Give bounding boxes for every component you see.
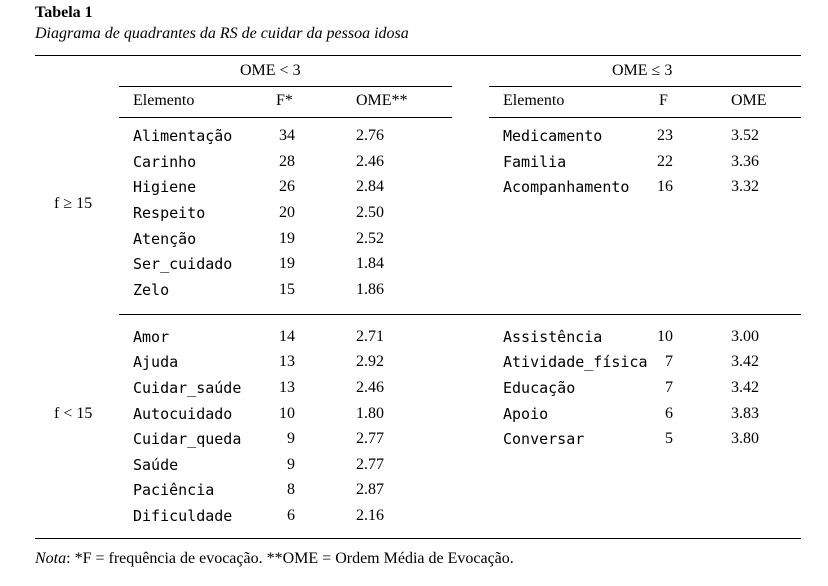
cell-f: 7 (665, 379, 673, 396)
cell-ome: 2.87 (356, 481, 384, 498)
cell-ome: 1.80 (356, 405, 384, 422)
cell-ome: 1.86 (356, 281, 384, 298)
cell-elemento: Cuidar_saúde (133, 379, 242, 397)
table-title: Diagrama de quadrantes da RS de cuidar da pessoa idosa (35, 25, 409, 42)
cell-f: 7 (665, 353, 673, 370)
right-group-rule (489, 86, 801, 87)
cell-f: 9 (287, 456, 295, 473)
cell-f: 9 (287, 430, 295, 447)
cell-f: 6 (287, 507, 295, 524)
cell-ome: 2.46 (356, 379, 384, 396)
cell-elemento: Saúde (133, 456, 179, 474)
cell-ome: 3.80 (731, 430, 759, 447)
cell-f: 16 (657, 178, 673, 195)
cell-ome: 2.77 (356, 430, 384, 447)
cell-ome: 3.32 (731, 178, 759, 195)
group-header-left: OME < 3 (240, 62, 301, 79)
col-header-ome-right: OME (731, 92, 767, 109)
col-header-f-right: F (659, 92, 668, 109)
table-note (35, 550, 514, 568)
cell-elemento: Atividade_física (503, 353, 648, 371)
cell-elemento: Acompanhamento (503, 178, 630, 196)
row-group-label-high: f ≥ 15 (54, 195, 93, 212)
cell-ome: 2.50 (356, 204, 384, 221)
cell-elemento: Medicamento (503, 127, 603, 145)
cell-f: 20 (279, 204, 295, 221)
cell-elemento: Paciência (133, 481, 215, 499)
cell-elemento: Alimentação (133, 127, 233, 145)
cell-ome: 1.84 (356, 255, 384, 272)
cell-ome: 2.52 (356, 230, 384, 247)
cell-f: 19 (279, 230, 295, 247)
cell-elemento: Dificuldade (133, 507, 233, 525)
cell-elemento: Carinho (133, 153, 197, 171)
cell-ome: 3.42 (731, 353, 759, 370)
cell-elemento: Cuidar_queda (133, 430, 242, 448)
cell-ome: 3.00 (731, 328, 759, 345)
cell-ome: 2.16 (356, 507, 384, 524)
col-header-ome-left: OME** (356, 92, 408, 109)
cell-ome: 3.83 (731, 405, 759, 422)
mid-rule (119, 314, 801, 315)
cell-elemento: Autocuidado (133, 405, 233, 423)
cell-elemento: Amor (133, 328, 170, 346)
cell-ome: 2.76 (356, 127, 384, 144)
cell-f: 19 (279, 255, 295, 272)
cell-f: 13 (279, 353, 295, 370)
cell-elemento: Educação (503, 379, 576, 397)
table-label: Tabela 1 (35, 4, 93, 21)
cell-ome: 2.77 (356, 456, 384, 473)
cell-f: 28 (279, 153, 295, 170)
cell-elemento: Respeito (133, 204, 206, 222)
cell-ome: 3.52 (731, 127, 759, 144)
cell-elemento: Apoio (503, 405, 549, 423)
row-group-label-low: f < 15 (54, 405, 93, 422)
cell-ome: 3.42 (731, 379, 759, 396)
cell-f: 8 (287, 481, 295, 498)
cell-f: 10 (279, 405, 295, 422)
cell-elemento: Zelo (133, 281, 170, 299)
col-header-f-left: F* (276, 92, 293, 109)
col-header-elemento-right: Elemento (503, 92, 565, 109)
right-header-rule (489, 117, 801, 118)
cell-f: 26 (279, 178, 295, 195)
cell-f: 34 (279, 127, 295, 144)
cell-elemento: Ser_cuidado (133, 255, 233, 273)
cell-ome: 2.46 (356, 153, 384, 170)
cell-f: 5 (665, 430, 673, 447)
cell-f: 10 (657, 328, 673, 345)
cell-f: 13 (279, 379, 295, 396)
cell-elemento: Higiene (133, 178, 197, 196)
cell-elemento: Ajuda (133, 353, 179, 371)
top-rule (35, 55, 801, 56)
col-header-elemento-left: Elemento (133, 92, 195, 109)
cell-f: 23 (657, 127, 673, 144)
cell-elemento: Familia (503, 153, 567, 171)
cell-f: 15 (279, 281, 295, 298)
cell-ome: 2.71 (356, 328, 384, 345)
cell-ome: 2.84 (356, 178, 384, 195)
cell-f: 14 (279, 328, 295, 345)
group-header-right: OME ≤ 3 (612, 62, 673, 79)
note-label: Nota (35, 550, 67, 567)
cell-elemento: Assistência (503, 328, 603, 346)
cell-elemento: Conversar (503, 430, 585, 448)
cell-f: 22 (657, 153, 673, 170)
left-group-rule (119, 86, 452, 87)
note-text: : *F = frequência de evocação. **OME = Ordem Média de Evocação. (66, 550, 514, 567)
left-header-rule (119, 117, 452, 118)
cell-f: 6 (665, 405, 673, 422)
cell-ome: 3.36 (731, 153, 759, 170)
cell-ome: 2.92 (356, 353, 384, 370)
cell-elemento: Atenção (133, 230, 197, 248)
bottom-rule (35, 538, 801, 539)
